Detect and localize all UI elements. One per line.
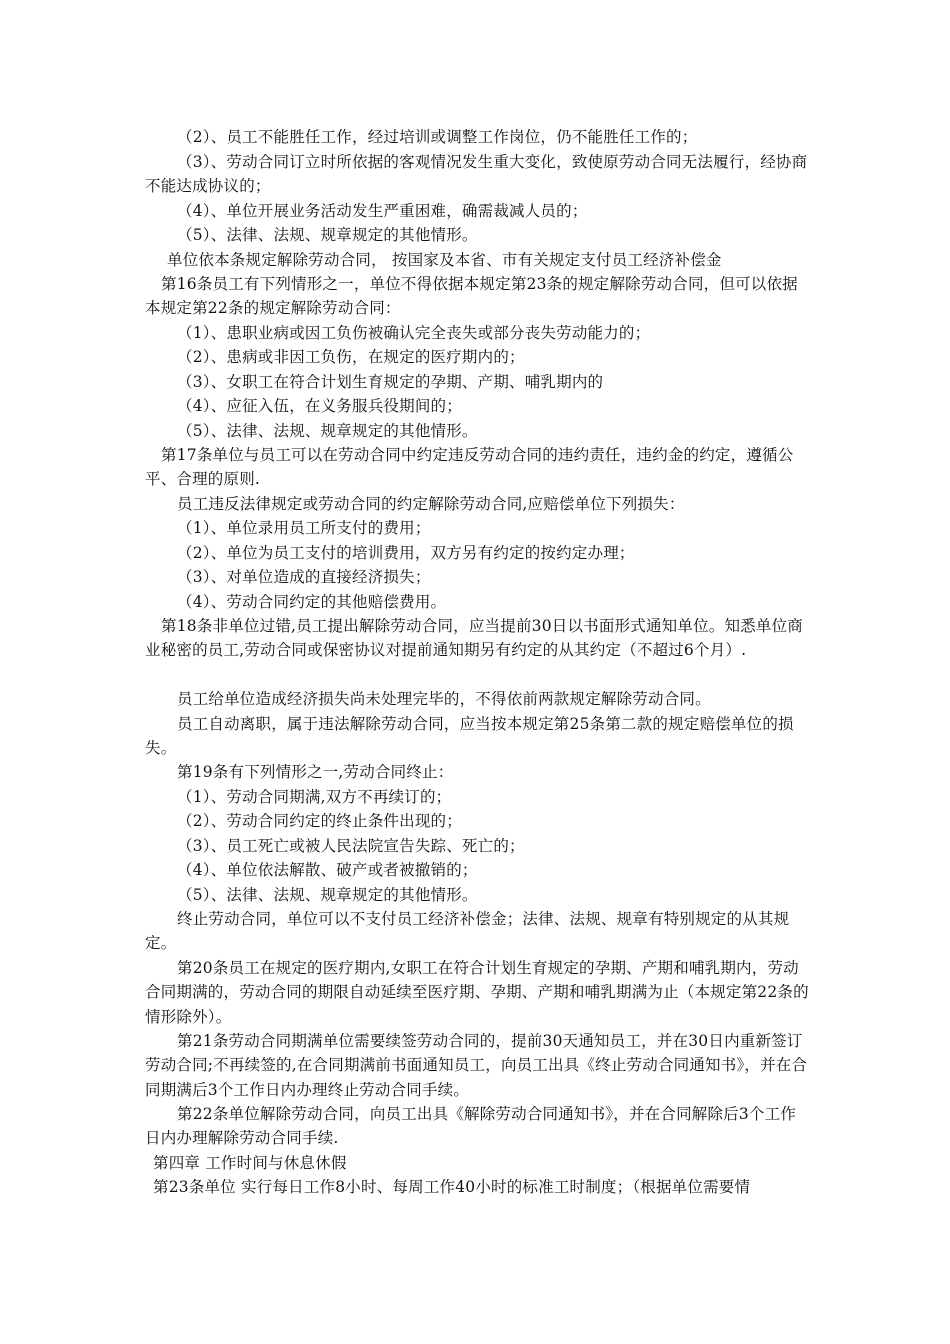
- clause-paragraph: 终止劳动合同，单位可以不支付员工经济补偿金；法律、法规、规章有特别规定的从其规定。: [145, 910, 790, 953]
- clause-item: （2）、劳动合同约定的终止条件出现的；: [177, 812, 462, 830]
- article-21: 第21条劳动合同期满单位需要续签劳动合同的，提前30天通知员工，并在30日内重新签订劳动合同;不再续签的,在合同期满前书面通知员工，向员工出具《终止劳动合同通知书》，并在合同期满后3个工作日内办理终止劳动合同手续。: [145, 1032, 808, 1099]
- clause-paragraph: 员工自动离职，属于违法解除劳动合同，应当按本规定第25条第二款的规定赔偿单位的损失。: [145, 715, 794, 758]
- article-16: 第16条员工有下列情形之一，单位不得依据本规定第23条的规定解除劳动合同，但可以依据本规定第22条的规定解除劳动合同：: [145, 275, 798, 318]
- clause-item: （5）、法律、法规、规章规定的其他情形。: [177, 226, 478, 244]
- clause-item: （3）、劳动合同订立时所依据的客观情况发生重大变化，致使原劳动合同无法履行，经协商不能达成协议的；: [145, 153, 808, 196]
- chapter-heading: 第四章 工作时间与休息休假: [153, 1154, 347, 1172]
- clause-item: （4）、单位开展业务活动发生严重困难，确需裁减人员的；: [177, 202, 588, 220]
- article-17: 第17条单位与员工可以在劳动合同中约定违反劳动合同的违约责任，违约金的约定，遵循公平、合理的原则.: [145, 446, 794, 489]
- clause-item: （2）、单位为员工支付的培训费用，双方另有约定的按约定办理；: [177, 544, 635, 562]
- clause-item: （1）、单位录用员工所支付的费用；: [177, 519, 431, 537]
- clause-item: （3）、员工死亡或被人民法院宣告失踪、死亡的；: [177, 837, 525, 855]
- clause-paragraph: 员工违反法律规定或劳动合同的约定解除劳动合同,应赔偿单位下列损失：: [177, 495, 685, 513]
- article-22: 第22条单位解除劳动合同，向员工出具《解除劳动合同通知书》，并在合同解除后3个工作日内办理解除劳动合同手续.: [145, 1105, 797, 1148]
- article-18: 第18条非单位过错,员工提出解除劳动合同，应当提前30日以书面形式通知单位。知悉单位商业秘密的员工,劳动合同或保密协议对提前通知期另有约定的从其约定（不超过6个月）.: [145, 617, 803, 660]
- clause-paragraph: 员工给单位造成经济损失尚未处理完毕的，不得依前两款规定解除劳动合同。: [177, 690, 711, 708]
- article-23: 第23条单位 实行每日工作8小时、每周工作40小时的标准工时制度；（根据单位需要情: [153, 1178, 751, 1196]
- clause-item: （2）、员工不能胜任工作，经过培训或调整工作岗位，仍不能胜任工作的；: [177, 128, 698, 146]
- article-19: 第19条有下列情形之一,劳动合同终止：: [177, 763, 454, 781]
- clause-item: （4）、应征入伍，在义务服兵役期间的；: [177, 397, 462, 415]
- clause-item: （5）、法律、法规、规章规定的其他情形。: [177, 422, 478, 440]
- clause-item: （5）、法律、法规、规章规定的其他情形。: [177, 886, 478, 904]
- article-20: 第20条员工在规定的医疗期内,女职工在符合计划生育规定的孕期、产期和哺乳期内，劳动合同期满的，劳动合同的期限自动延续至医疗期、孕期、产期和哺乳期满为止（本规定第22条的情形除外）。: [145, 959, 809, 1026]
- clause-item: （2）、患病或非因工负伤，在规定的医疗期内的；: [177, 348, 525, 366]
- clause-item: （1）、患职业病或因工负伤被确认完全丧失或部分丧失劳动能力的；: [177, 324, 651, 342]
- clause-paragraph: 单位依本条规定解除劳动合同， 按国家及本省、市有关规定支付员工经济补偿金: [167, 251, 722, 269]
- clause-item: （3）、女职工在符合计划生育规定的孕期、产期、哺乳期内的: [177, 373, 604, 391]
- clause-item: （4）、单位依法解散、破产或者被撤销的；: [177, 861, 478, 879]
- clause-item: （4）、劳动合同约定的其他赔偿费用。: [177, 593, 447, 611]
- clause-item: （3）、对单位造成的直接经济损失；: [177, 568, 431, 586]
- clause-item: （1）、劳动合同期满,双方不再续订的；: [177, 788, 452, 806]
